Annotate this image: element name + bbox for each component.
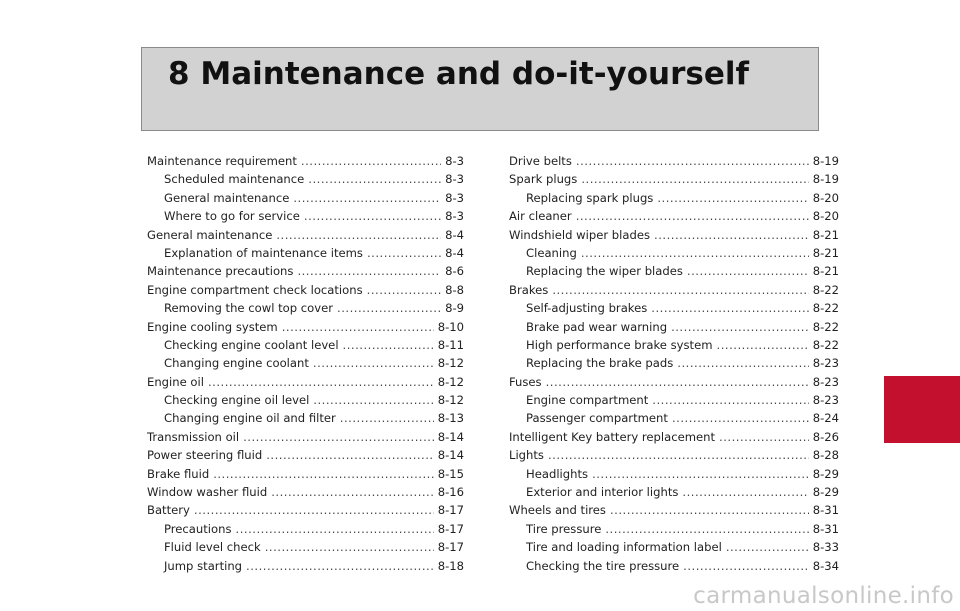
toc-entry-page: 8-22 (812, 282, 839, 297)
toc-entry-page: 8-31 (812, 503, 839, 518)
toc-entry-page: 8-20 (812, 190, 839, 205)
toc-entry[interactable] (147, 483, 464, 501)
toc-entry-title: Fuses (509, 374, 542, 389)
toc-entry-page: 8-29 (812, 466, 839, 481)
toc-entry-title: Engine oil (147, 374, 204, 389)
dot-leader (243, 428, 434, 446)
dot-leader (552, 281, 808, 299)
dot-leader (576, 207, 809, 225)
toc-entry-title: Checking engine coolant level (164, 337, 339, 352)
dot-leader (265, 538, 434, 556)
chapter-tab[interactable] (884, 376, 960, 443)
toc-entry[interactable] (147, 226, 464, 244)
dot-leader (677, 354, 808, 372)
toc-entry-page: 8-22 (812, 337, 839, 352)
toc-entry[interactable] (147, 428, 464, 446)
toc-entry[interactable] (147, 189, 464, 207)
toc-entry-page: 8-10 (437, 319, 464, 334)
toc-entry[interactable] (147, 262, 464, 280)
dot-leader (592, 465, 809, 483)
toc-entry-title: Brake pad wear warning (526, 319, 668, 334)
toc-entry-page: 8-21 (812, 264, 839, 279)
toc-entry-title: Battery (147, 503, 190, 518)
toc-entry-title: Brake fluid (147, 466, 210, 481)
toc-entry-title: Power steering fluid (147, 448, 263, 463)
dot-leader (581, 244, 809, 262)
chapter-banner (141, 47, 819, 131)
toc-entry-page: 8-3 (445, 154, 464, 168)
dot-leader (304, 207, 441, 225)
toc-entry-title: Cleaning (526, 245, 577, 260)
toc-entry-title: Passenger compartment (526, 411, 668, 426)
toc-entry-page: 8-16 (437, 485, 464, 500)
toc-entry[interactable] (147, 299, 464, 317)
toc-left-column (147, 152, 464, 575)
dot-leader (610, 501, 809, 519)
toc-entry[interactable] (509, 336, 839, 354)
toc-entry-title: Windshield wiper blades (509, 227, 651, 242)
toc-entry-page: 8-11 (437, 337, 464, 352)
toc-entry[interactable] (147, 152, 464, 170)
toc-entry-title: Checking engine oil level (164, 393, 310, 408)
toc-entry-title: Engine cooling system (147, 319, 278, 334)
watermark-text: carmanualsonline.info (693, 583, 954, 609)
toc-entry-title: Checking the tire pressure (526, 558, 680, 573)
toc-entry-title: Changing engine oil and filter (164, 411, 336, 426)
toc-entry[interactable] (509, 373, 839, 391)
toc-entry[interactable] (509, 428, 839, 446)
toc-entry[interactable] (147, 170, 464, 188)
toc-entry[interactable] (147, 520, 464, 538)
toc-entry-page: 8-23 (812, 356, 839, 371)
toc-entry-page: 8-17 (437, 521, 464, 536)
dot-leader (293, 189, 441, 207)
toc-entry-page: 8-21 (812, 245, 839, 260)
toc-entry-title: Tire pressure (526, 521, 602, 536)
toc-entry[interactable] (509, 318, 839, 336)
toc-entry-page: 8-3 (445, 209, 464, 224)
dot-leader (717, 336, 809, 354)
toc-entry-page: 8-12 (437, 356, 464, 371)
toc-entry[interactable] (509, 170, 839, 188)
toc-entry[interactable] (147, 207, 464, 225)
toc-entry[interactable] (509, 538, 839, 556)
toc-entry[interactable] (147, 244, 464, 262)
dot-leader (367, 244, 441, 262)
toc-entry-page: 8-12 (437, 393, 464, 408)
dot-leader (246, 557, 434, 575)
dot-leader (546, 373, 809, 391)
toc-entry-title: Window washer fluid (147, 485, 268, 500)
toc-entry-page: 8-4 (445, 227, 464, 242)
toc-entry-page: 8-14 (437, 429, 464, 444)
toc-entry-page: 8-24 (812, 411, 839, 426)
dot-leader (683, 557, 809, 575)
dot-leader (672, 409, 809, 427)
dot-leader (194, 501, 434, 519)
toc-entry[interactable] (147, 538, 464, 556)
dot-leader (301, 152, 441, 170)
toc-entry[interactable] (147, 336, 464, 354)
toc-entry[interactable] (509, 446, 839, 464)
dot-leader (652, 391, 808, 409)
toc-entry-page: 8-14 (437, 448, 464, 463)
toc-entry-title: Maintenance precautions (147, 264, 294, 279)
toc-entry-title: Engine compartment check locations (147, 282, 363, 297)
dot-leader (605, 520, 808, 538)
toc-entry[interactable] (509, 465, 839, 483)
toc-entry-page: 8-23 (812, 374, 839, 389)
toc-entry[interactable] (509, 226, 839, 244)
toc-entry-page: 8-13 (437, 411, 464, 426)
toc-entry-page: 8-6 (445, 264, 464, 279)
dot-leader (576, 152, 809, 170)
toc-entry-title: Replacing the wiper blades (526, 264, 683, 279)
dot-leader (313, 391, 433, 409)
toc-entry-title: Removing the cowl top cover (164, 301, 334, 316)
dot-leader (271, 483, 433, 501)
toc-entry-page: 8-20 (812, 209, 839, 224)
toc-entry-page: 8-29 (812, 485, 839, 500)
toc-entry[interactable] (147, 557, 464, 575)
toc-right-column (509, 152, 839, 575)
toc-entry-title: Replacing spark plugs (526, 190, 654, 205)
dot-leader (651, 299, 808, 317)
toc-entry[interactable] (509, 391, 839, 409)
dot-leader (236, 520, 434, 538)
toc-entry[interactable] (147, 373, 464, 391)
toc-entry[interactable] (509, 281, 839, 299)
toc-entry[interactable] (509, 244, 839, 262)
toc-entry-title: Exterior and interior lights (526, 485, 679, 500)
toc-entry-title: Changing engine coolant (164, 356, 309, 371)
toc-entry[interactable] (147, 501, 464, 519)
toc-entry-page: 8-3 (445, 190, 464, 205)
dot-leader (297, 262, 441, 280)
toc-entry-page: 8-26 (812, 429, 839, 444)
toc-entry[interactable] (509, 189, 839, 207)
toc-entry-page: 8-19 (812, 172, 839, 187)
toc-entry[interactable] (509, 557, 839, 575)
dot-leader (276, 226, 441, 244)
toc-entry-title: Explanation of maintenance items (164, 245, 363, 260)
toc-entry[interactable] (509, 354, 839, 372)
toc-entry-title: General maintenance (164, 190, 290, 205)
toc-entry[interactable] (147, 354, 464, 372)
toc-entry[interactable] (509, 299, 839, 317)
dot-leader (313, 354, 434, 372)
toc-entry-page: 8-12 (437, 374, 464, 389)
toc-entry-title: Self-adjusting brakes (526, 301, 648, 316)
dot-leader (671, 318, 809, 336)
toc-entry-page: 8-19 (812, 154, 839, 168)
toc-entry-title: Tire and loading information label (526, 540, 722, 555)
dot-leader (682, 483, 808, 501)
toc-entry-title: Lights (509, 448, 544, 463)
dot-leader (367, 281, 441, 299)
toc-entry-page: 8-8 (445, 282, 464, 297)
chapter-title: 8 Maintenance and do-it-yourself (168, 56, 750, 92)
toc-entry-title: Drive belts (509, 154, 572, 168)
dot-leader (340, 409, 434, 427)
toc-entry-page: 8-31 (812, 521, 839, 536)
dot-leader (213, 465, 434, 483)
dot-leader (687, 262, 809, 280)
toc-entry[interactable] (509, 262, 839, 280)
toc-entry-title: Air cleaner (509, 209, 572, 224)
toc-entry[interactable] (147, 409, 464, 427)
toc-entry-title: Jump starting (164, 558, 243, 573)
toc-entry-title: Wheels and tires (509, 503, 606, 518)
toc-entry-page: 8-28 (812, 448, 839, 463)
toc-entry-page: 8-23 (812, 393, 839, 408)
toc-entry-page: 8-22 (812, 301, 839, 316)
toc-entry-title: Scheduled maintenance (164, 172, 305, 187)
dot-leader (337, 299, 441, 317)
toc-entry-title: Spark plugs (509, 172, 578, 187)
toc-entry[interactable] (509, 520, 839, 538)
toc-entry-page: 8-17 (437, 503, 464, 518)
toc-entry-title: Where to go for service (164, 209, 300, 224)
toc-entry-page: 8-33 (812, 540, 839, 555)
toc-entry[interactable] (509, 409, 839, 427)
dot-leader (726, 538, 809, 556)
dot-leader (343, 336, 434, 354)
toc-entry[interactable] (147, 446, 464, 464)
toc-entry-title: Intelligent Key battery replacement (509, 429, 716, 444)
dot-leader (266, 446, 433, 464)
toc-entry-page: 8-17 (437, 540, 464, 555)
dot-leader (308, 170, 441, 188)
toc-entry[interactable] (147, 465, 464, 483)
toc-entry-title: Engine compartment (526, 393, 649, 408)
toc-entry[interactable] (509, 207, 839, 225)
dot-leader (581, 170, 808, 188)
dot-leader (657, 189, 808, 207)
dot-leader (719, 428, 809, 446)
toc-entry-title: Maintenance requirement (147, 154, 297, 168)
toc-entry[interactable] (147, 391, 464, 409)
toc-entry-page: 8-34 (812, 558, 839, 573)
toc-entry-page: 8-9 (445, 301, 464, 316)
toc-entry-title: General maintenance (147, 227, 273, 242)
toc-entry-page: 8-21 (812, 227, 839, 242)
dot-leader (654, 226, 809, 244)
toc-entry-title: Fluid level check (164, 540, 261, 555)
toc-entry-title: High performance brake system (526, 337, 713, 352)
toc-entry-page: 8-15 (437, 466, 464, 481)
toc-entry-page: 8-18 (437, 558, 464, 573)
toc-entry-title: Replacing the brake pads (526, 356, 674, 371)
toc-entry[interactable] (147, 318, 464, 336)
toc-entry-title: Transmission oil (147, 429, 240, 444)
toc-entry-title: Brakes (509, 282, 549, 297)
toc-entry[interactable] (147, 281, 464, 299)
dot-leader (548, 446, 809, 464)
dot-leader (208, 373, 434, 391)
toc-entry-title: Headlights (526, 466, 589, 481)
toc-entry-page: 8-22 (812, 319, 839, 334)
toc-entry-page: 8-3 (445, 172, 464, 187)
toc-entry-page: 8-4 (445, 245, 464, 260)
dot-leader (282, 318, 434, 336)
toc-entry-title: Precautions (164, 521, 232, 536)
toc-entry[interactable] (509, 483, 839, 501)
toc-entry[interactable] (509, 501, 839, 519)
toc-entry[interactable] (509, 152, 839, 170)
